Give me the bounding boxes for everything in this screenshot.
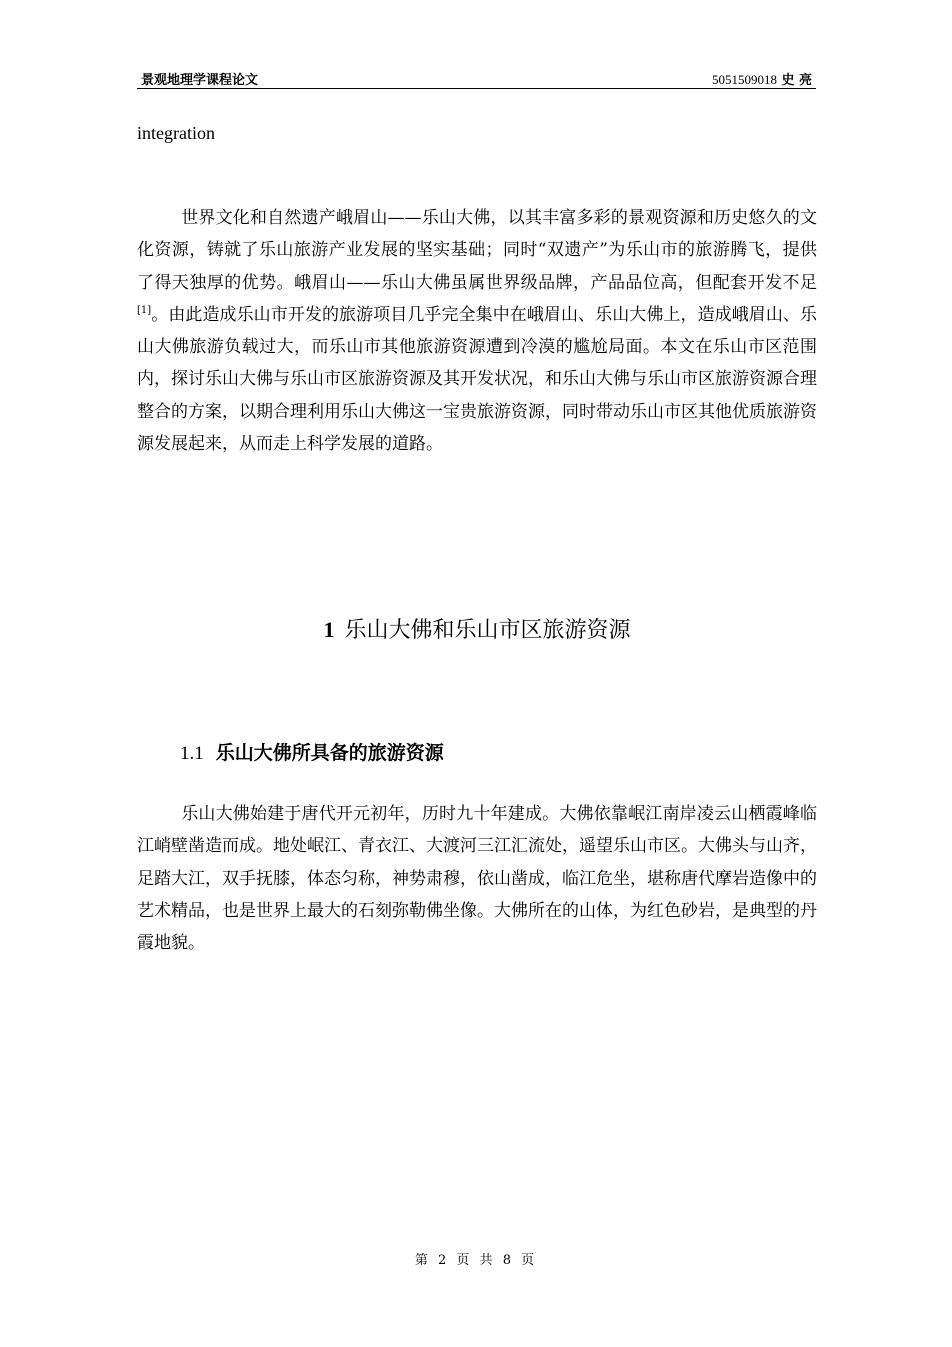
subsection-paragraph: 乐山大佛始建于唐代开元初年，历时九十年建成。大佛依靠岷江南岸凌云山栖霞峰临江峭壁凿造而成。地处岷江、青衣江、大渡河三江汇流处，遥望乐山市区。大佛头与山齐，足踏大江，双手抚膝，体态匀称，神势肃穆，依山凿成，临江危坐，堪称唐代摩岩造像中的艺术精品，也是世界上最大的石刻弥勒佛坐像。大佛所在的山体，为红色砂岩，是典型的丹霞地貌。 (137, 804, 817, 954)
course-paper-title: 景观地理学课程论文 (141, 73, 259, 88)
intro-paragraph (137, 202, 817, 460)
subsection-heading (180, 738, 444, 765)
subsection-number: 1.1 (180, 743, 204, 764)
section-title: 乐山大佛和乐山市区旅游资源 (344, 618, 631, 643)
section-heading (137, 613, 817, 644)
intro-text-part1: 世界文化和自然遗产峨眉山——乐山大佛，以其丰富多彩的景观资源和历史悠久的文化资源，铸就了乐山旅游产业发展的坚实基础；同时“双遗产”为乐山市的旅游腾飞，提供了得天独厚的优势。峨眉山——乐山大佛虽属世界级品牌，产品品位高，但配套开发不足 (137, 208, 817, 293)
section-number: 1 (323, 617, 335, 642)
abstract-tail: integration (137, 123, 215, 143)
subsection-title: 乐山大佛所具备的旅游资源 (215, 742, 444, 764)
intro-text-part2: 。由此造成乐山市开发的旅游项目几乎完全集中在峨眉山、乐山大佛上，造成峨眉山、乐山大佛旅游负载过大，而乐山市其他旅游资源遭到冷漠的尴尬局面。本文在乐山市区范围内，探讨乐山大佛与乐山市区旅游资源及其开发状况，和乐山大佛与乐山市区旅游资源合理整合的方案，以期合理利用乐山大佛这一宝贵旅游资源，同时带动乐山市区其他优质旅游资源发展起来，从而走上科学发展的道路。 (137, 304, 817, 455)
author-info (712, 69, 812, 88)
author-name: 史 亮 (781, 73, 812, 88)
page-number: 第 2 页 共 8 页 (414, 1253, 538, 1268)
page-header (137, 66, 816, 89)
student-id: 5051509018 (711, 72, 777, 87)
citation-ref: [1] (137, 304, 152, 316)
